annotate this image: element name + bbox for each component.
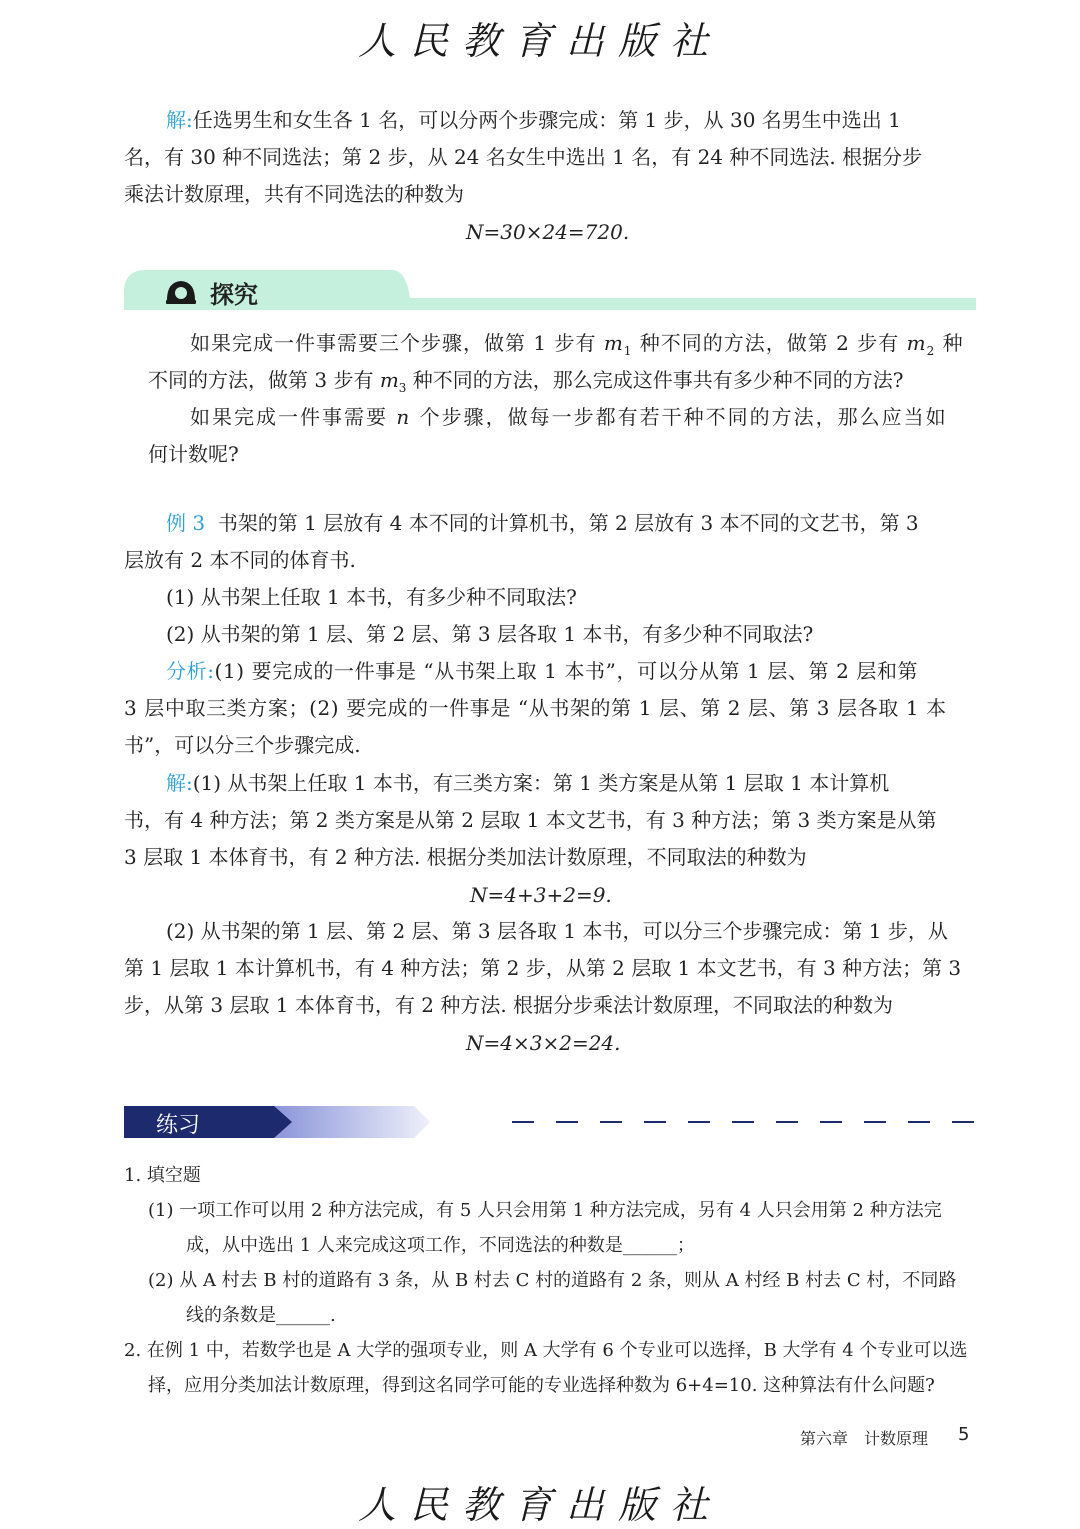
analysis-line3: 书”，可以分三个步骤完成. — [124, 733, 361, 757]
explore-title: 探究 — [210, 281, 258, 309]
analysis-line2: 3 层中取三类方案；(2) 要完成的一件事是 “从书架的第 1 层、第 2 层、第 3 层各取 1 本 — [124, 696, 947, 720]
exercise-item-1-2-line2: 线的条数是______. — [186, 1305, 336, 1326]
solution1-formula: N=30×24=720. — [466, 220, 630, 244]
example-label: 例 3 — [166, 511, 206, 535]
exercise-item-1-1-line2: 成，从中选出 1 人来完成这项工作，不同选法的种数是______； — [186, 1235, 695, 1256]
exercise-title: 练习 — [156, 1113, 201, 1138]
page-number: 5 — [958, 1424, 970, 1445]
analysis-line1: 分析:(1) 要完成的一件事是 “从书架上取 1 本书”，可以分从第 1 层、第 2 层和第 — [166, 659, 919, 683]
publisher-logo-top: 人民教育出版社 — [357, 19, 722, 63]
explore-p1-line1: 如果完成一件事需要三个步骤，做第 1 步有 $m_1$ 种不同的方法，做第 2 步有 $m_2$ 种 — [190, 331, 964, 358]
sol3-1-formula: N=4+3+2=9. — [470, 883, 612, 907]
solution-label: 解: — [166, 108, 193, 132]
sol3-1-line2: 书，有 4 种方法；第 2 类方案是从第 2 层取 1 本文艺书，有 3 种方法；第 3 类方案是从第 — [124, 808, 937, 832]
sol3-2-line1: (2) 从书架的第 1 层、第 2 层、第 3 层各取 1 本书，可以分三个步骤完成：第 1 步，从 — [166, 919, 948, 943]
example3-line2: 层放有 2 本不同的体育书. — [124, 548, 356, 572]
chapter-label: 第六章 计数原理 — [800, 1429, 929, 1448]
sol3-1-line3: 3 层取 1 本体育书，有 2 种方法. 根据分类加法计数原理，不同取法的种数为 — [124, 845, 807, 869]
exercise-item-2-line1: 2. 在例 1 中，若数学也是 A 大学的强项专业，则 A 大学有 6 个专业可以选择，B 大学有 4 个专业可以选 — [124, 1340, 968, 1361]
exercise-item-2-line2: 择，应用分类加法计数原理，得到这名同学可能的专业选择种数为 6+4=10. 这种算法有什么问题? — [148, 1375, 935, 1396]
exercise-dashed-line — [512, 1121, 976, 1123]
sol3-2-formula: N=4×3×2=24. — [466, 1031, 621, 1055]
solution-label: 解: — [166, 771, 193, 795]
example3-line1: 例 3 书架的第 1 层放有 4 本不同的计算机书，第 2 层放有 3 本不同的文艺书，第 3 — [166, 511, 919, 535]
example3-q1: (1) 从书架上任取 1 本书，有多少种不同取法? — [166, 585, 577, 609]
sol3-2-line3: 步，从第 3 层取 1 本体育书，有 2 种方法. 根据分步乘法计数原理，不同取法的种数为 — [124, 993, 894, 1017]
publisher-logo-bottom: 人民教育出版社 — [357, 1483, 722, 1527]
solution1-line3: 乘法计数原理，共有不同选法的种数为 — [124, 182, 464, 206]
explore-p2-line2: 何计数呢? — [148, 442, 239, 466]
solution1-line2: 名，有 30 种不同选法；第 2 步，从 24 名女生中选出 1 名，有 24 种不同选法. 根据分步 — [124, 145, 923, 169]
explore-icon — [164, 276, 198, 306]
example3-q2: (2) 从书架的第 1 层、第 2 层、第 3 层各取 1 本书，有多少种不同取法? — [166, 622, 814, 646]
solution1-line1: 解:任选男生和女生各 1 名，可以分两个步骤完成：第 1 步，从 30 名男生中选出 1 — [166, 108, 901, 132]
explore-p2-line1: 如果完成一件事需要 n 个步骤，做每一步都有若干种不同的方法，那么应当如 — [190, 405, 948, 429]
exercise-item-1-2-line1: (2) 从 A 村去 B 村的道路有 3 条，从 B 村去 C 村的道路有 2 条，则从 A 村经 B 村去 C 村，不同路 — [148, 1270, 957, 1291]
exercise-item-1: 1. 填空题 — [124, 1165, 201, 1186]
exercise-item-1-1-line1: (1) 一项工作可以用 2 种方法完成，有 5 人只会用第 1 种方法完成，另有 4 人只会用第 2 种方法完 — [148, 1200, 942, 1221]
analysis-label: 分析: — [166, 659, 215, 683]
explore-p1-line2: 不同的方法，做第 3 步有 $m_3$ 种不同的方法，那么完成这件事共有多少种不同的方法? — [148, 368, 904, 395]
sol3-1-line1: 解:(1) 从书架上任取 1 本书，有三类方案：第 1 类方案是从第 1 层取 1 本计算机 — [166, 771, 890, 795]
sol3-2-line2: 第 1 层取 1 本计算机书，有 4 种方法；第 2 步，从第 2 层取 1 本文艺书，有 3 种方法；第 3 — [124, 956, 962, 980]
